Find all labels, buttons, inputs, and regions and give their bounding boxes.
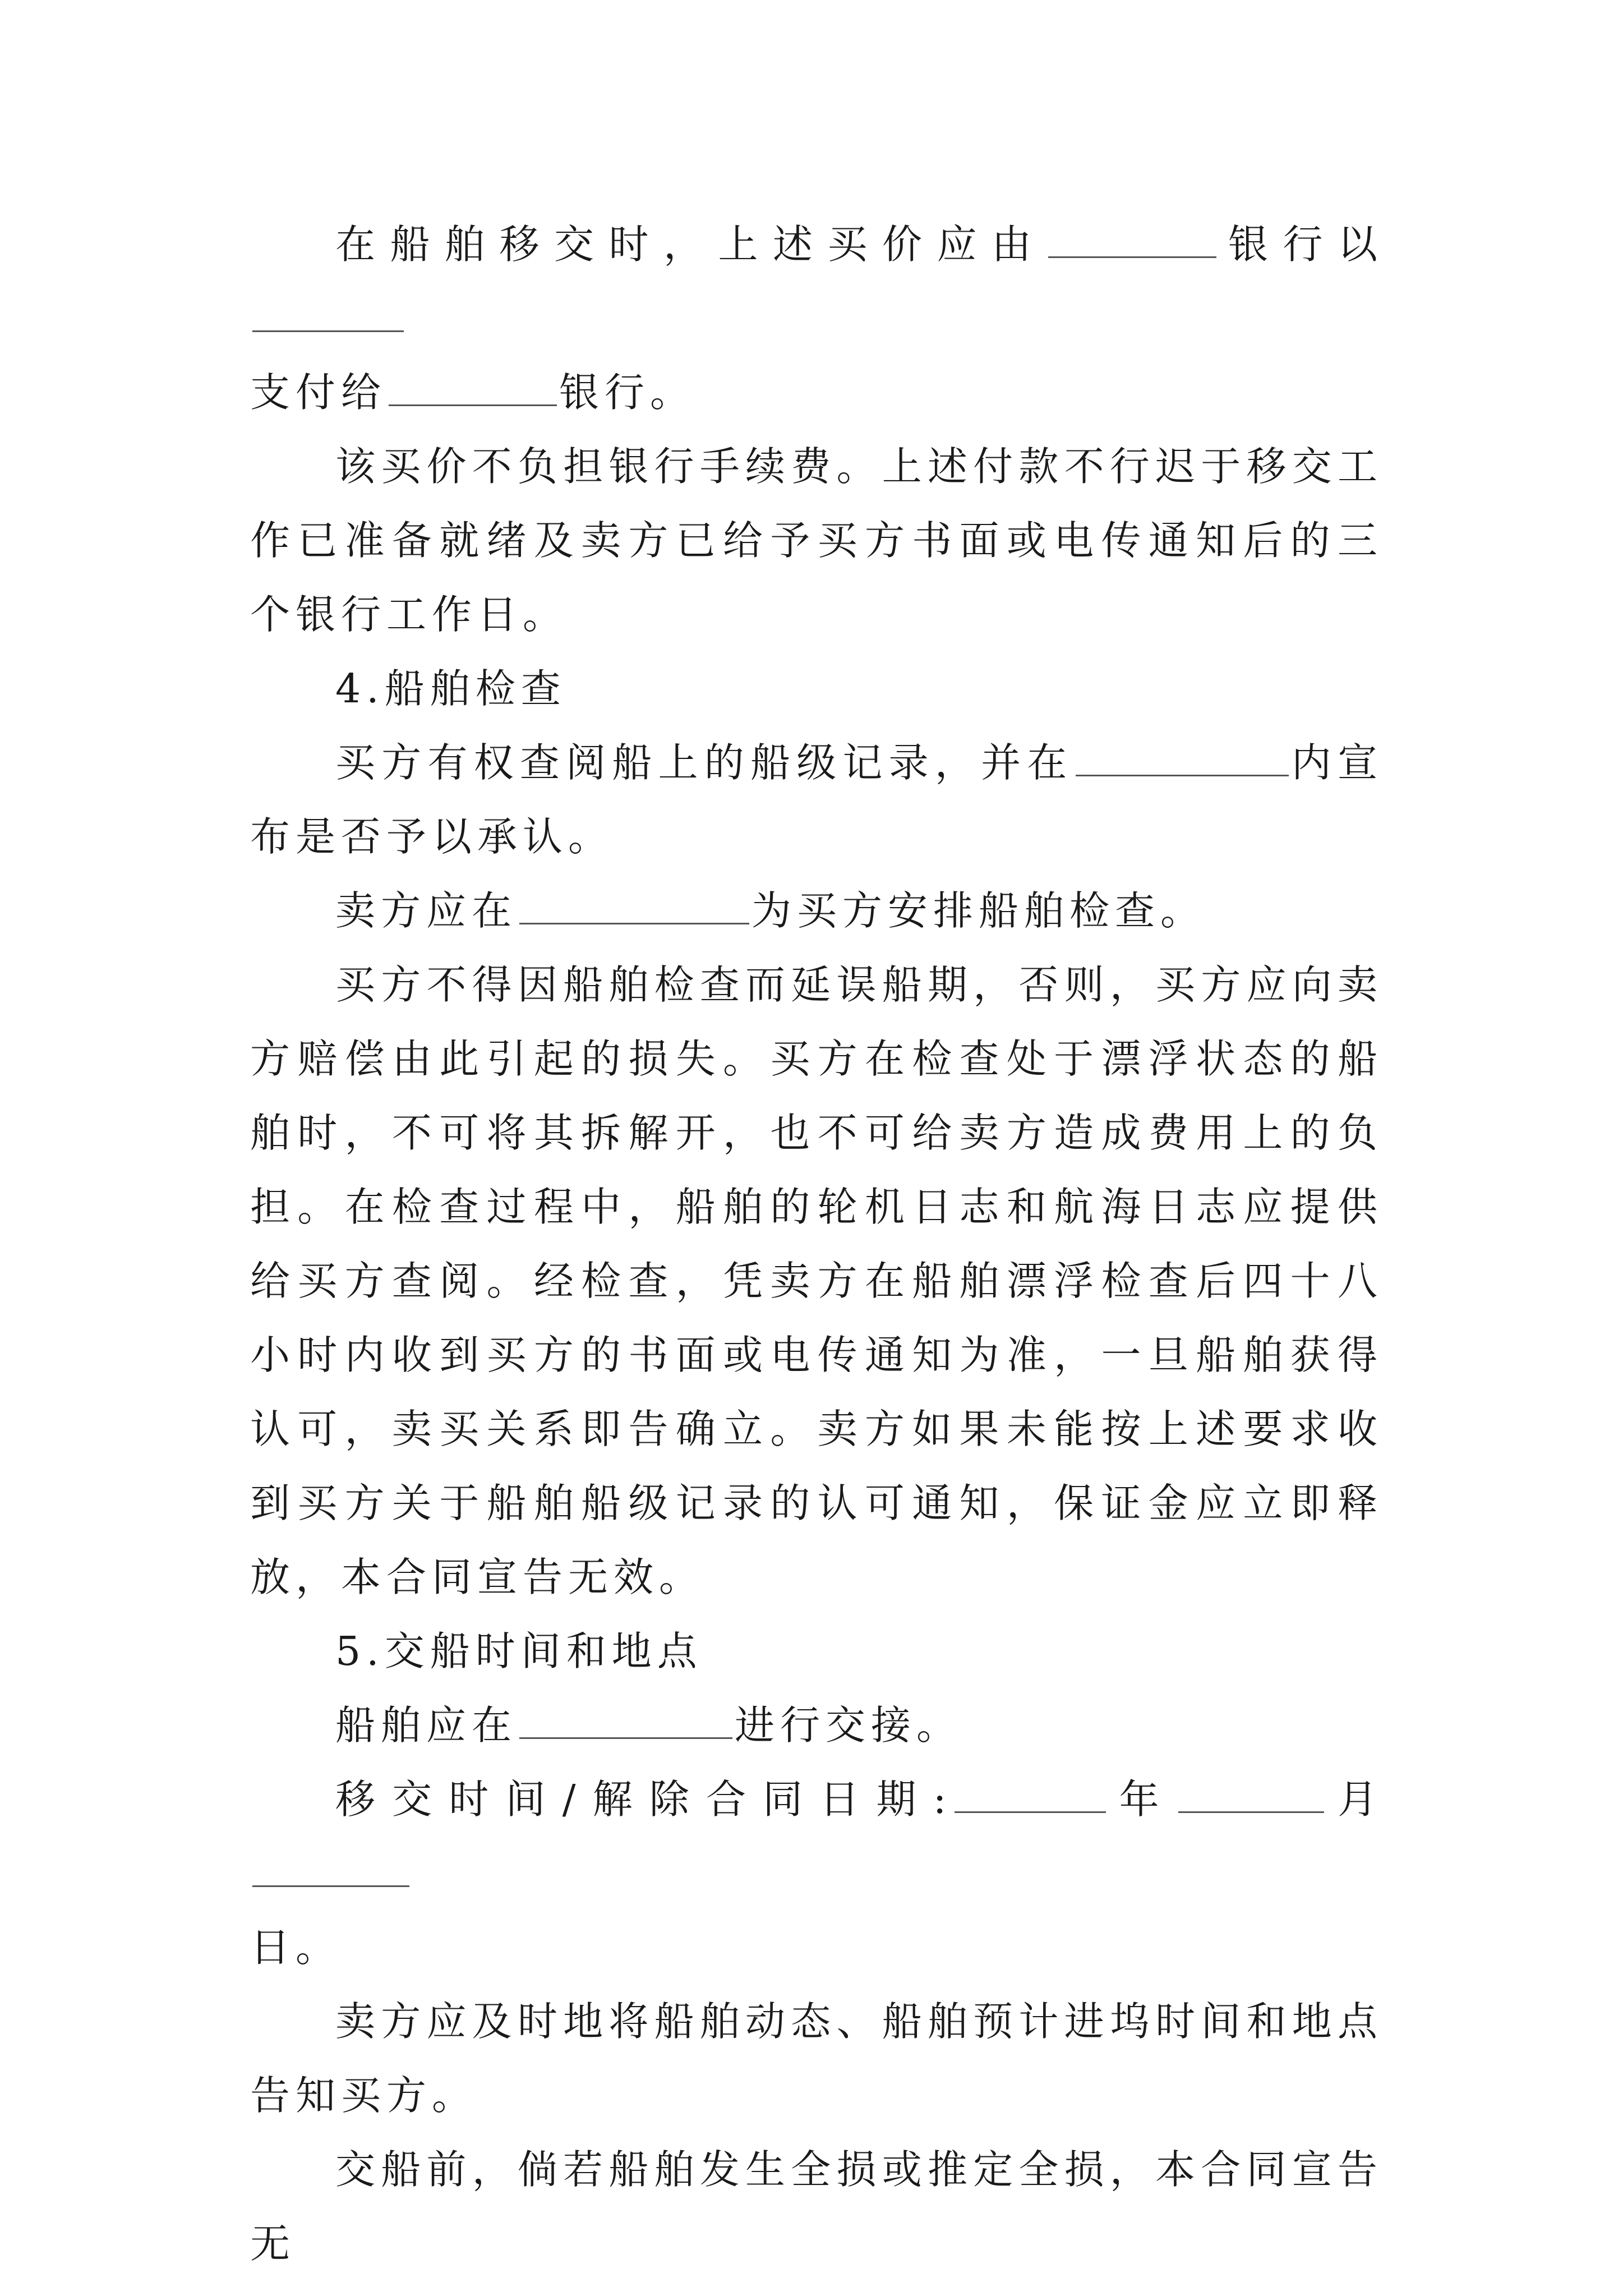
class-record-paragraph	[250, 726, 1383, 874]
payment-text-start: 在船舶移交时，上述买价应由	[335, 221, 1046, 268]
month-blank[interactable]	[1178, 1778, 1324, 1813]
class-record-text-start: 买方有权查阅船上的船级记录，并在	[335, 739, 1073, 786]
delivery-date-label: 移交时间/解除合同日期:	[335, 1776, 952, 1823]
receiving-bank-blank[interactable]	[389, 371, 557, 406]
inspection-text-end: 为买方安排船舶检查。	[751, 887, 1206, 934]
inspection-text-start: 卖方应在	[335, 887, 518, 934]
class-record-period-blank[interactable]	[1076, 741, 1289, 776]
section-5-heading: 5.交船时间和地点	[335, 1628, 703, 1674]
inspection-time-blank[interactable]	[519, 889, 749, 924]
month-label: 月	[1326, 1776, 1383, 1823]
delivery-place-blank[interactable]	[519, 1704, 732, 1739]
delivery-place-text-start: 船舶应在	[335, 1702, 518, 1749]
paying-bank-blank[interactable]	[1048, 223, 1216, 258]
year-label: 年	[1108, 1776, 1176, 1823]
payment-text-end: 银行。	[559, 369, 696, 416]
payment-text-pay-to: 支付给	[250, 369, 387, 416]
day-label: 日。	[250, 1924, 342, 1971]
day-blank[interactable]	[252, 1852, 409, 1887]
total-loss-paragraph: 交船前，倘若船舶发生全损或推定全损，本合同宣告无	[250, 2146, 1383, 2267]
year-blank[interactable]	[955, 1778, 1106, 1813]
document-body	[250, 208, 1383, 2281]
inspection-terms-paragraph: 买方不得因船舶检查而延误船期，否则，买方应向卖方赔偿由此引起的损失。买方在检查处于漂浮状态的船舶时，不可将其拆解开，也不可给卖方造成费用上的负担。在检查过程中，船舶的轮机日志和航海日志应提供给买方查阅。经检查，凭卖方在船舶漂浮检查后四十八小时内收到买方的书面或电传通知为准，一旦船舶获得认可，卖买关系即告确立。卖方如果未能按上述要求收到买方关于船舶船级记录的认可通知，保证金应立即释放，本合同宣告无效。	[250, 961, 1383, 1600]
delivery-date-paragraph	[250, 1763, 1383, 1985]
inspection-arrange-paragraph	[250, 874, 1383, 948]
bank-fee-paragraph: 该买价不负担银行手续费。上述付款不行迟于移交工作已准备就绪及卖方已给予买方书面或电传通知后的三个银行工作日。	[250, 443, 1383, 638]
payment-text-mid: 银行以	[1219, 221, 1383, 268]
delivery-place-paragraph	[250, 1688, 1383, 1763]
payment-method-blank[interactable]	[252, 297, 404, 332]
notify-paragraph: 卖方应及时地将船舶动态、船舶预计进坞时间和地点告知买方。	[250, 1998, 1383, 2119]
payment-paragraph	[250, 208, 1383, 430]
section-4-heading: 4.船舶检查	[335, 665, 566, 712]
delivery-place-text-end: 进行交接。	[735, 1702, 962, 1749]
class-record-text-end: 内宣布是否予以承认。	[250, 739, 1383, 860]
